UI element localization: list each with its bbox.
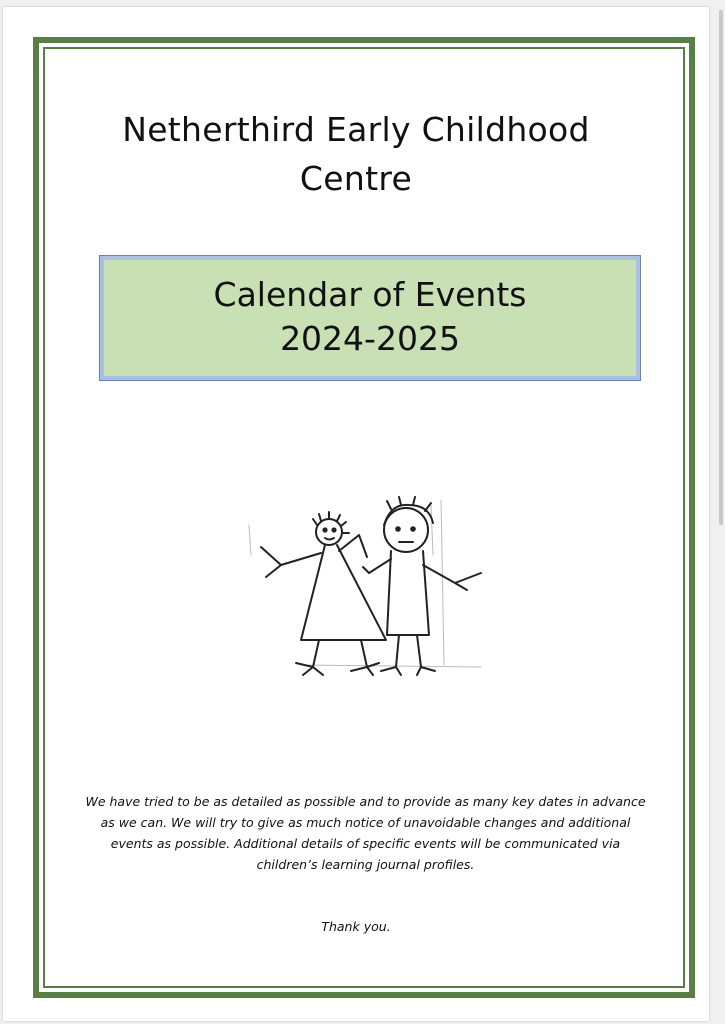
- title-line-1: Netherthird Early Childhood: [122, 110, 590, 149]
- calendar-banner: [99, 255, 641, 381]
- notice-paragraph: We have tried to be as detailed as possible and to provide as many key dates in advance as we can. We will try to give as much notice of unavoidable changes and additional events as possible. Additional details of specific events will be communicated via children’s learning journal profiles.: [85, 794, 646, 872]
- document-page: [3, 7, 709, 1021]
- child-drawing-illustration: [241, 495, 491, 680]
- banner-heading: Calendar of Events: [213, 275, 527, 314]
- page-title: [3, 105, 709, 203]
- vertical-scrollbar[interactable]: [719, 10, 723, 525]
- thank-you-text: Thank you.: [321, 919, 391, 934]
- banner-year: 2024-2025: [280, 319, 460, 358]
- title-line-2: Centre: [299, 159, 413, 198]
- calendar-banner-fill: [104, 260, 636, 376]
